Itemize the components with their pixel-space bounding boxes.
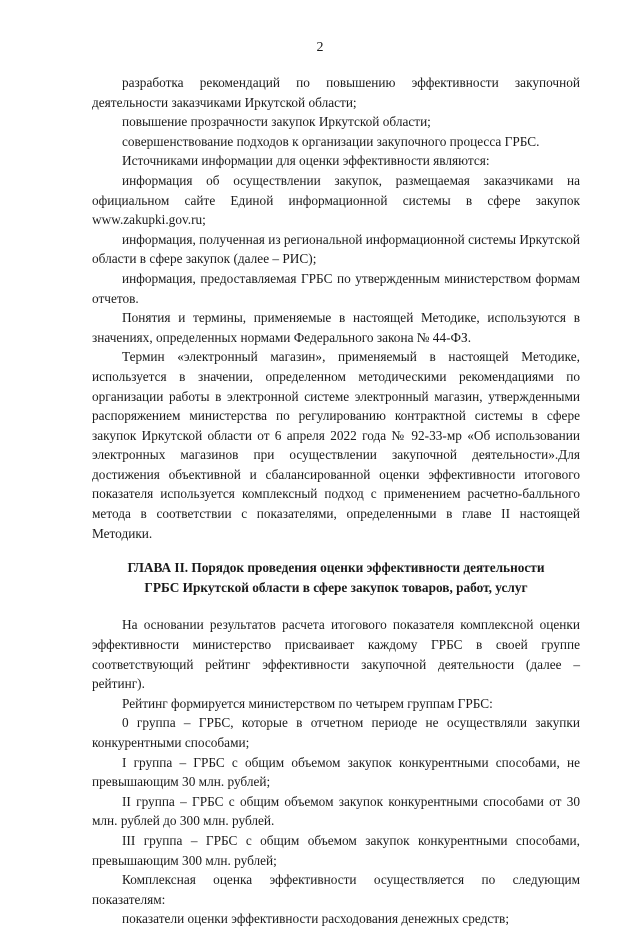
page-number: 2	[316, 40, 324, 55]
paragraph: разработка рекомендаций по повышению эффективности закупочной деятельности заказчиками Иркутской области;	[92, 75, 580, 110]
paragraph: Источниками информации для оценки эффективности являются:	[122, 153, 490, 169]
chapter-title-line: ГРБС Иркутской области в сфере закупок товаров, работ, услуг	[144, 579, 528, 595]
paragraph: показатели оценки эффективности расходования денежных средств;	[122, 911, 510, 927]
paragraph: Рейтинг формируется министерством по четырем группам ГРБС:	[122, 695, 493, 711]
paragraph: II группа – ГРБС с общим объемом закупок конкурентными способами от 30 млн. рублей до 300 млн. рублей.	[92, 793, 580, 829]
paragraph: III группа – ГРБС с общим объемом закупок конкурентными способами, превышающим 300 млн. рублей;	[92, 832, 580, 868]
paragraph: На основании результатов расчета итогового показателя комплексной оценки эффективности министерство присваивает каждому ГРБС в своей группе соответствующий рейтинг эффективности закупочной деятельности (далее – рейтинг).	[92, 617, 580, 692]
paragraph: совершенствование подходов к организации закупочного процесса ГРБС.	[122, 133, 540, 149]
paragraph: Понятия и термины, применяемые в настоящей Методике, используются в значениях, определенных нормами Федерального закона № 44-ФЗ.	[92, 310, 580, 345]
paragraph: информация, полученная из региональной информационной системы Иркутской области в сфере закупок (далее – РИС);	[92, 231, 580, 267]
paragraph: 0 группа – ГРБС, которые в отчетном периоде не осуществляли закупки конкурентными способами;	[92, 715, 580, 750]
document-body	[92, 73, 580, 929]
chapter-title	[92, 558, 580, 597]
paragraph: Термин «электронный магазин», применяемый в настоящей Методике, используется в значении, определенном методическими рекомендациями по организации работы в электронной системе электронный магазин, утвержденными распоряжением министерства по регулированию контрактной системы в сфере закупок Иркутской области от 6 апреля 2022 года № 92-33-мр «Об использовании электронных магазинов при осуществлении закупочной деятельности».Для достижения объективной и сбалансированной оценки эффективности итогового показателя используется комплексный подход с применением расчетно-балльного метода в соответствии с показателями, определенными в главе II настоящей Методики.	[92, 349, 580, 541]
paragraph: информация об осуществлении закупок, размещаемая заказчиками на официальном сайте Единой информационной системы в сфере закупок www.zakupki.gov.ru;	[92, 172, 580, 228]
paragraph: повышение прозрачности закупок Иркутской области;	[122, 114, 431, 130]
paragraph: информация, предоставляемая ГРБС по утвержденным министерством формам отчетов.	[92, 270, 580, 306]
chapter-title-line: ГЛАВА II. Порядок проведения оценки эффективности деятельности	[127, 560, 545, 576]
paragraph: Комплексная оценка эффективности осуществляется по следующим показателям:	[92, 872, 580, 907]
paragraph: I группа – ГРБС с общим объемом закупок конкурентными способами, не превышающим 30 млн. рублей;	[92, 754, 580, 790]
